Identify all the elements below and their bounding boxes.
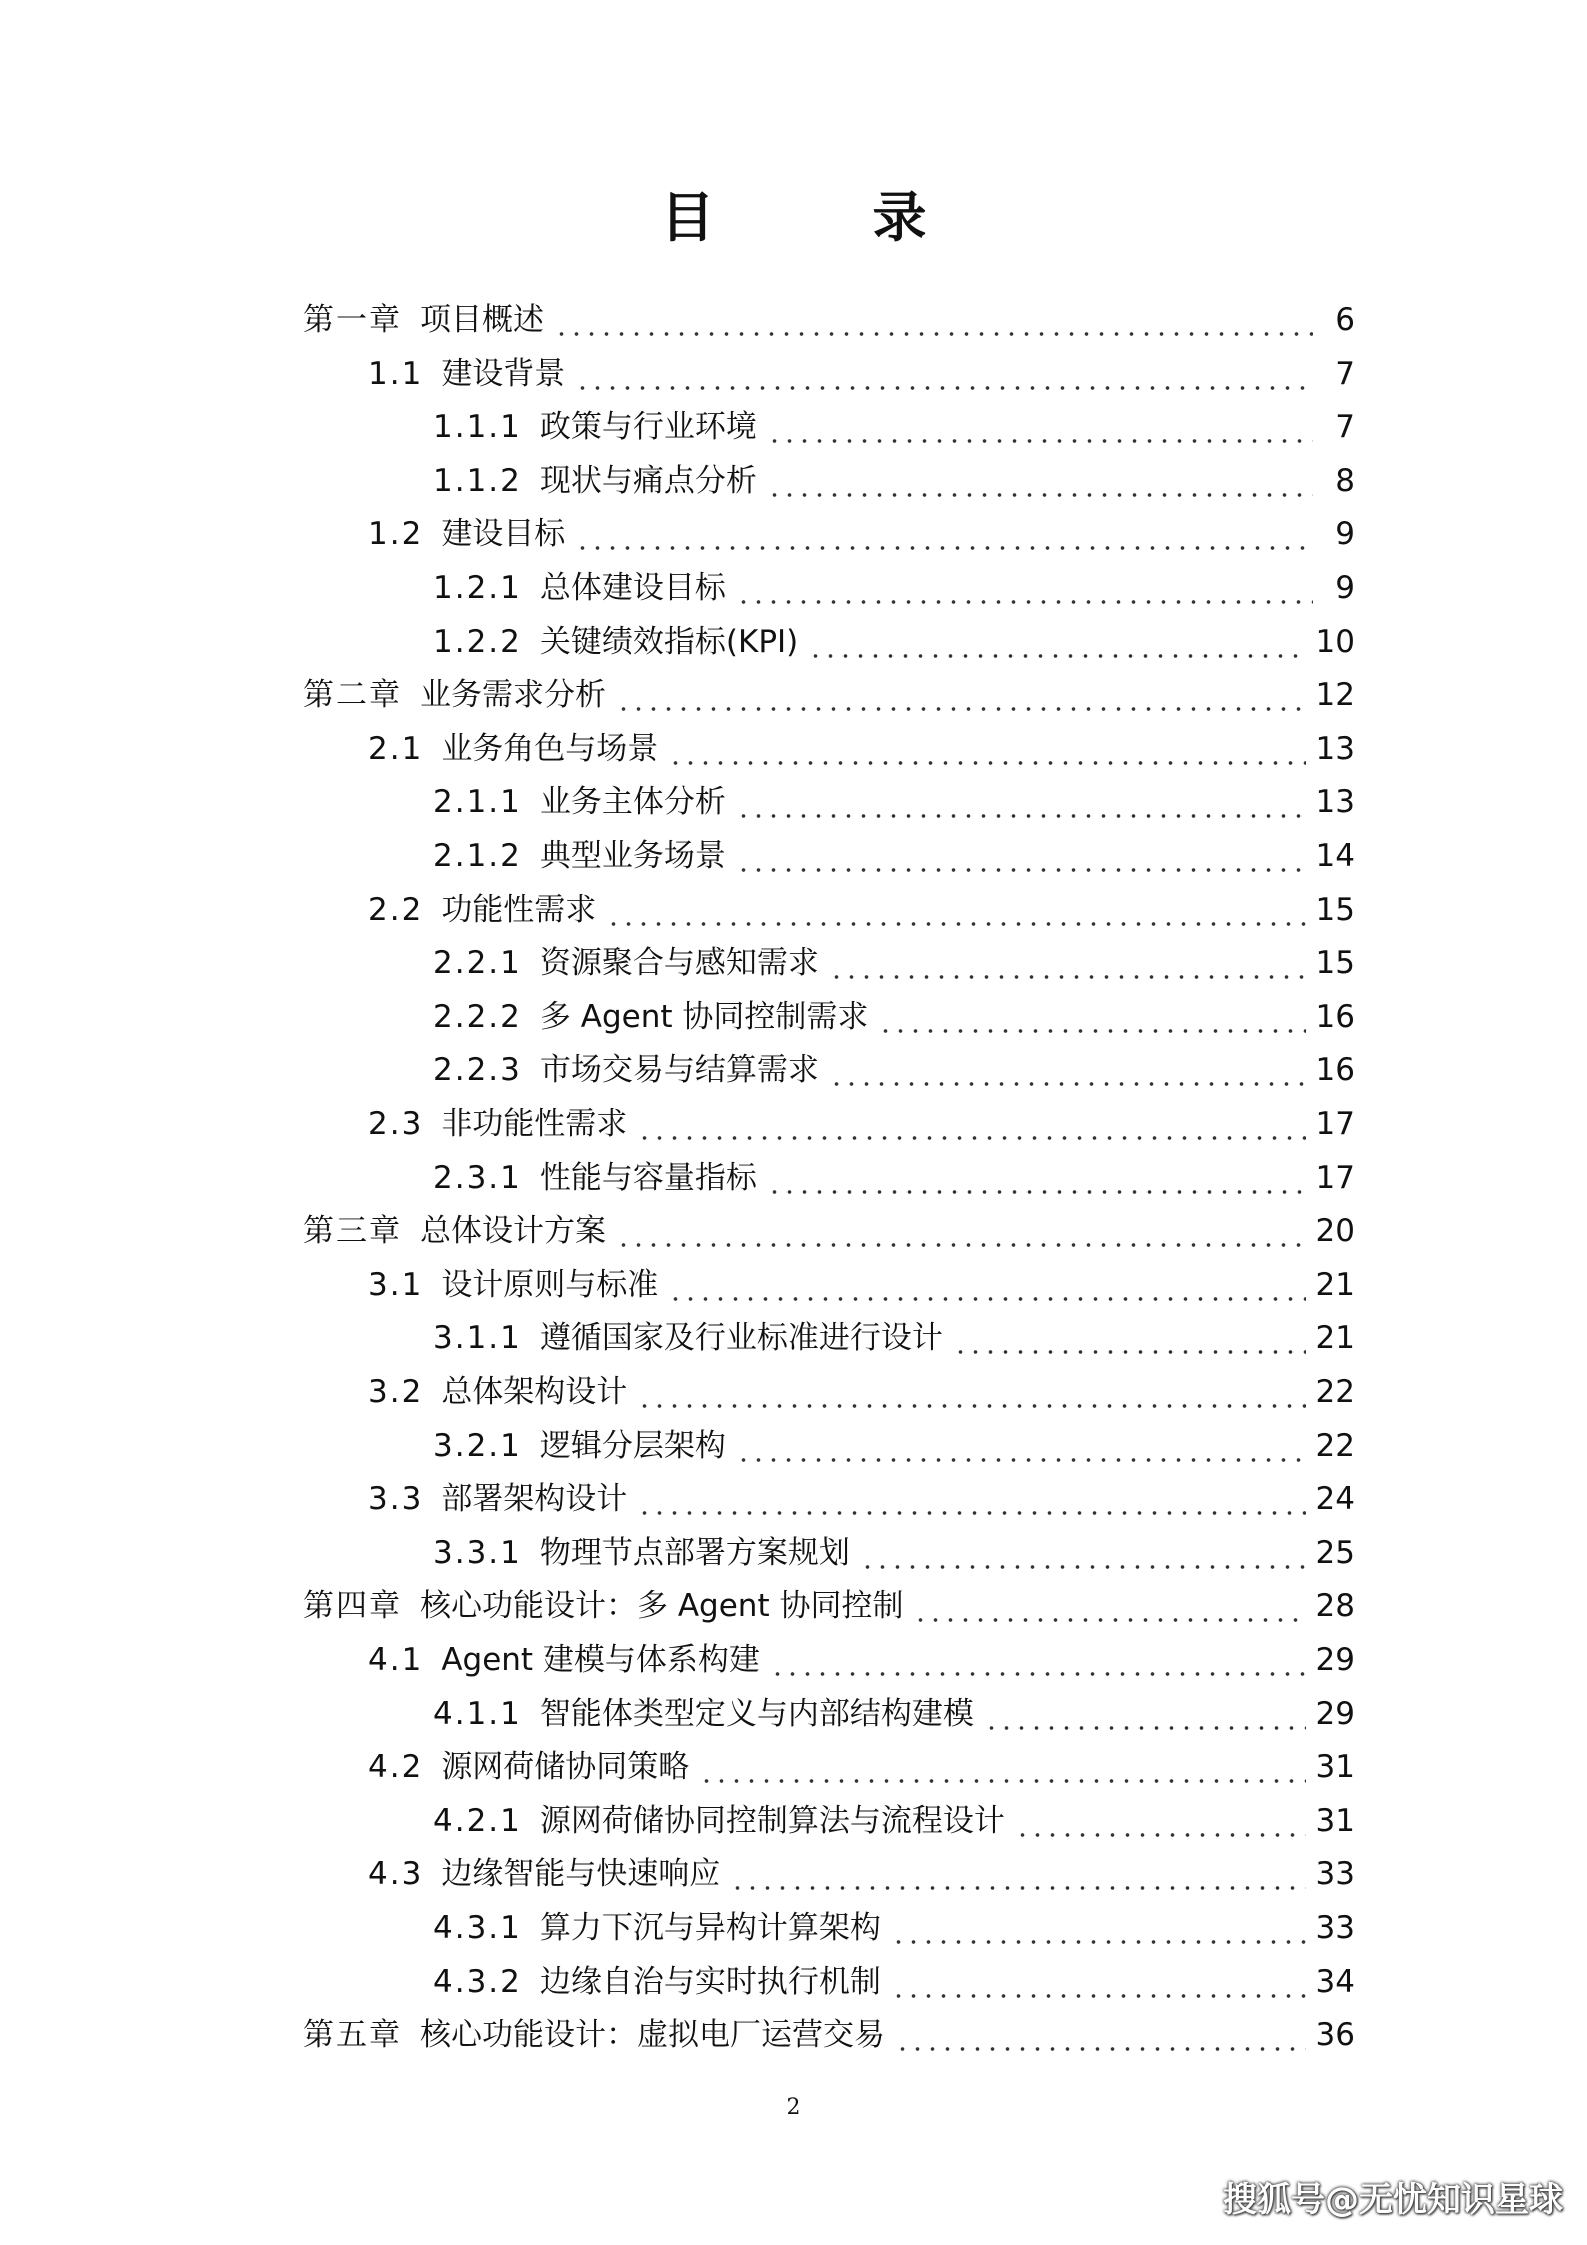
toc-entry-page: 9 [1335,570,1355,606]
dot-leader [770,1633,1306,1687]
toc-entry[interactable] [368,1847,1355,1901]
toc-entry-title: 遵循国家及行业标准进行设计 [539,1320,943,1357]
dot-leader [860,1526,1306,1580]
toc-entry-title: 业务需求分析 [420,677,606,714]
toc-entry-page: 31 [1315,1802,1355,1839]
toc-entry-page: 33 [1315,1856,1355,1893]
toc-entry-title: 总体建设目标 [539,570,726,606]
toc-entry-number: 4.2.1 [433,1802,522,1839]
dot-leader [767,1151,1306,1205]
toc-entry[interactable] [303,1579,1355,1633]
toc-entry-page: 29 [1315,1695,1355,1732]
toc-entry-page: 7 [1335,355,1355,392]
toc-entry-page: 21 [1315,1266,1355,1303]
toc-entry[interactable] [433,1151,1355,1205]
toc-entry-title: 关键绩效指标(KPI) [539,623,799,660]
dot-leader [736,1419,1306,1473]
toc-entry[interactable] [433,775,1355,829]
toc-entry-title: 资源聚合与感知需求 [539,945,819,982]
toc-entry-title: 典型业务场景 [539,838,726,874]
toc-entry[interactable] [368,347,1355,401]
toc-entry[interactable] [433,829,1355,883]
toc-entry[interactable] [433,1794,1355,1848]
dot-leader [895,2008,1306,2062]
toc-entry-title: 业务角色与场景 [441,730,659,767]
toc-entry[interactable] [368,1365,1355,1419]
toc-entry-title: 源网荷储协同策略 [441,1749,690,1786]
toc-entry-number: 2.3.1 [433,1159,522,1196]
toc-entry-number: 3.1.1 [433,1320,522,1357]
dot-leader [616,668,1306,722]
toc-entry-page: 14 [1315,838,1355,874]
toc-entry-title: 市场交易与结算需求 [539,1052,819,1089]
toc-entry[interactable] [433,454,1355,508]
dot-leader [554,293,1313,347]
toc-entry-title: 源网荷储协同控制算法与流程设计 [539,1802,1005,1839]
toc-entry-page: 10 [1315,623,1355,660]
toc-entry-page: 8 [1335,462,1355,499]
toc-entry-title: 智能体类型定义与内部结构建模 [539,1695,974,1732]
toc-entry-number: 1.2 [368,516,424,553]
toc-entry-page: 36 [1315,2017,1355,2054]
toc-entry[interactable] [368,1740,1355,1794]
toc-entry-title: 边缘自治与实时执行机制 [539,1963,881,2000]
dot-leader [767,454,1313,508]
toc-entry-title: 建设目标 [441,516,566,553]
dot-leader [575,347,1313,401]
toc-entry-number: 1.2.1 [433,570,522,606]
toc-entry-page: 17 [1315,1106,1355,1142]
dot-leader [668,1258,1305,1312]
toc-entry-page: 21 [1315,1320,1355,1357]
toc-entry-number: 4.3.1 [433,1910,522,1946]
toc-entry-title: 建设背景 [441,355,566,392]
toc-entry-title: 项目概述 [420,302,544,338]
toc-entry-title: 现状与痛点分析 [539,462,757,499]
toc-entry-title: 政策与行业环境 [539,409,757,446]
toc-entry-number: 1.2.2 [433,623,522,660]
toc-entry[interactable] [433,1419,1355,1473]
toc-entry[interactable] [368,1097,1355,1151]
toc-entry-title: 性能与容量指标 [539,1159,757,1196]
toc-entry-number: 3.3.1 [433,1534,522,1571]
dot-leader [606,883,1305,937]
toc-entry-page: 15 [1315,945,1355,982]
toc-entry-page: 28 [1315,1588,1355,1625]
dot-leader [953,1311,1306,1365]
toc-entry-number: 2.2.3 [433,1052,522,1089]
toc-entry[interactable] [433,1043,1355,1097]
toc-entry-number: 2.2.2 [433,998,522,1035]
dot-leader [637,1365,1305,1419]
toc-entry-number: 3.1 [368,1266,424,1303]
dot-leader [891,1955,1306,2009]
dot-leader [736,561,1313,615]
toc-entry[interactable] [433,1955,1355,2009]
toc-entry[interactable] [303,2008,1355,2062]
toc-entry-page: 29 [1315,1642,1355,1678]
dot-leader [616,1204,1306,1258]
toc-entry-number: 2.2 [368,891,424,928]
toc-entry-page: 34 [1315,1963,1355,2000]
toc-entry-title: 部署架构设计 [441,1481,628,1518]
toc-entry[interactable] [368,883,1355,937]
toc-entry[interactable] [433,936,1355,990]
toc-entry-number: 4.3 [368,1856,424,1893]
toc-entry[interactable] [368,722,1355,776]
dot-leader [736,829,1306,883]
toc-entry-number: 3.2.1 [433,1427,522,1464]
toc-entry-title: 设计原则与标准 [441,1266,659,1303]
toc-entry-page: 33 [1315,1910,1355,1946]
toc-entry-page: 20 [1315,1213,1355,1250]
page-title: 目 录 [660,186,979,249]
toc-entry[interactable] [303,293,1355,347]
toc-entry-page: 31 [1315,1749,1355,1786]
dot-leader [1015,1794,1306,1848]
toc-entry-page: 22 [1315,1374,1355,1410]
toc-entry-page: 12 [1315,677,1355,714]
toc-entry-number: 2.2.1 [433,945,522,982]
toc-entry-title: 总体设计方案 [420,1213,606,1250]
toc-entry[interactable] [368,507,1355,561]
dot-leader [829,1043,1306,1097]
toc-entry[interactable] [433,400,1355,454]
toc-entry-page: 17 [1315,1159,1355,1196]
toc-entry[interactable] [433,1311,1355,1365]
toc-entry[interactable] [433,561,1355,615]
toc-entry-page: 16 [1315,998,1355,1035]
dot-leader [637,1472,1305,1526]
toc-entry-number: 2.1.1 [433,784,522,821]
toc-entry[interactable] [368,1633,1355,1687]
toc-entry-page: 9 [1335,516,1355,553]
toc-entry-number: 2.1.2 [433,838,522,874]
toc-entry-page: 15 [1315,891,1355,928]
toc-entry-number: 4.1.1 [433,1695,522,1732]
toc-entry[interactable] [303,668,1355,722]
toc-entry-page: 6 [1335,302,1355,338]
dot-leader [736,775,1306,829]
toc-entry-title: 多 Agent 协同控制需求 [539,998,869,1035]
toc-entry-page: 25 [1315,1534,1355,1571]
toc-entry-page: 16 [1315,1052,1355,1089]
toc-entry-page: 13 [1315,784,1355,821]
toc-entry[interactable] [433,1526,1355,1580]
toc-entry[interactable] [433,1687,1355,1741]
toc-entry-title: Agent 建模与体系构建 [441,1642,760,1678]
dot-leader [668,722,1305,776]
toc-entry-title: 业务主体分析 [539,784,726,821]
toc-entry-page: 13 [1315,730,1355,767]
watermark: 搜狐号@无忧知识星球 [1223,2180,1563,2220]
toc-entry-title: 核心功能设计：多 Agent 协同控制 [420,1588,904,1625]
toc-entry-title: 物理节点部署方案规划 [539,1534,850,1571]
toc-entry-number: 4.1 [368,1642,424,1678]
toc-entry-number: 2.3 [368,1106,424,1142]
toc-entry-number: 第二章 [303,677,402,714]
dot-leader [699,1740,1305,1794]
dot-leader [913,1579,1305,1633]
toc-entry-number: 第四章 [303,1588,402,1625]
toc-entry-number: 第三章 [303,1213,402,1250]
toc-entry-number: 第一章 [303,302,402,338]
toc-entry-number: 1.1.1 [433,409,522,446]
toc-entry-number: 2.1 [368,730,424,767]
toc-entry-number: 3.2 [368,1374,424,1410]
toc-entry-number: 3.3 [368,1481,424,1518]
toc-entry[interactable] [433,990,1355,1044]
dot-leader [767,400,1313,454]
dot-leader [730,1847,1305,1901]
toc-entry-title: 功能性需求 [441,891,597,928]
dot-leader [878,990,1305,1044]
toc-entry-title: 总体架构设计 [441,1374,628,1410]
toc-entry-page: 22 [1315,1427,1355,1464]
toc-entry-number: 4.3.2 [433,1963,522,2000]
page-number: 2 [786,2095,801,2120]
dot-leader [984,1687,1306,1741]
toc-entry-number: 1.1.2 [433,462,522,499]
toc-entry-number: 4.2 [368,1749,424,1786]
toc-entry-number: 1.1 [368,355,424,392]
toc-entry-title: 核心功能设计：虚拟电厂运营交易 [420,2017,885,2054]
toc-entry-title: 算力下沉与异构计算架构 [539,1910,881,1946]
toc-entry[interactable] [368,1472,1355,1526]
dot-leader [891,1901,1306,1955]
toc-entry-page: 24 [1315,1481,1355,1518]
toc-entry-title: 边缘智能与快速响应 [441,1856,721,1893]
dot-leader [637,1097,1305,1151]
toc-entry[interactable] [433,1901,1355,1955]
dot-leader [829,936,1306,990]
toc-entry-title: 逻辑分层架构 [539,1427,726,1464]
dot-leader [575,507,1313,561]
dot-leader [808,615,1305,669]
toc-entry-title: 非功能性需求 [441,1106,628,1142]
toc-entry[interactable] [368,1258,1355,1312]
toc-entry[interactable] [433,615,1355,669]
toc-entry-page: 7 [1335,409,1355,446]
toc-entry[interactable] [303,1204,1355,1258]
toc-entry-number: 第五章 [303,2017,402,2054]
